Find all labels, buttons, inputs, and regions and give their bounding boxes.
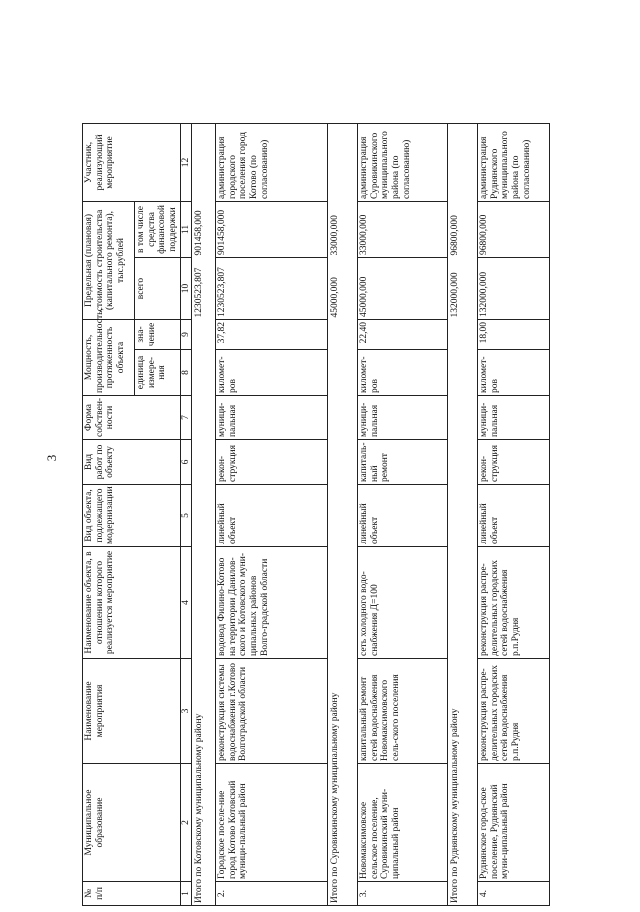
section-title: Итого по Котовскому муниципальному району: [192, 320, 216, 906]
row-participant: администрация Суровикинского муниципального района (по согласованию): [358, 123, 448, 201]
column-index: 10: [180, 258, 192, 320]
column-index: 2: [180, 764, 192, 882]
row-object-type: линейный объект: [478, 485, 550, 547]
row-object: сеть холодного водо-снабжения Д=100: [358, 547, 448, 659]
row-total: 1230523,807: [216, 258, 328, 320]
row-work-type: капиталь-ный ремонт: [358, 440, 448, 485]
row-work-type: рекон-струкция: [216, 440, 328, 485]
row-support: 96800,000: [478, 201, 550, 257]
section-title: Итого по Руднянскому муниципальному району: [448, 320, 478, 906]
header-capacity-unit: единица измере-ния: [135, 350, 181, 396]
row-unit: километ-ров: [216, 350, 328, 396]
row-object-type: линейный объект: [216, 485, 328, 547]
header-participant: Участник, реализующий мероприятие: [83, 123, 181, 201]
row-municipality: Новомаксимовское сельское поселение, Суровикинский муни-ципальный район: [358, 764, 448, 882]
header-ownership: Форма собствен-ности: [83, 396, 181, 440]
empty-cell: [448, 123, 478, 201]
section-support: 33000,000: [328, 201, 358, 257]
row-unit: километ-ров: [478, 350, 550, 396]
empty-cell: [192, 123, 216, 201]
header-cost-support: в том числе средства финансовой поддержки: [135, 201, 181, 257]
row-municipality: Руднянское город-ское поселение, Руднянский муни-ципальный район: [478, 764, 550, 882]
row-object-type: линейный объект: [358, 485, 448, 547]
row-value: 22,40: [358, 320, 448, 350]
row-number: 2.: [216, 882, 328, 906]
column-index: 3: [180, 659, 192, 764]
row-ownership: муници-пальная: [358, 396, 448, 440]
column-index: 6: [180, 440, 192, 485]
header-number: № п/п: [83, 882, 181, 906]
header-object-type: Вид объекта, подлежащего модернизации: [83, 485, 181, 547]
section-total-row: [448, 123, 478, 905]
row-value: 37,82: [216, 320, 328, 350]
section-total: 45000,000: [328, 258, 358, 320]
row-measure: реконструкция распре-делительных городских сетей водоснабжения р.п.Рудня: [478, 659, 550, 764]
page-number: 3: [44, 454, 59, 462]
empty-cell: [328, 123, 358, 201]
section-total-row: [192, 123, 216, 905]
table-row: [478, 123, 550, 905]
row-measure: реконструкция системы водоснабжения г.Котово Волгоградской области: [216, 659, 328, 764]
header-cost: Предельная (плановая) стоимость строительства (капитального ремонта), тыс.рублей: [83, 201, 135, 319]
column-index: 7: [180, 396, 192, 440]
header-capacity: Мощность, производительность, протяженность объекта: [83, 320, 135, 396]
section-support: 96800,000: [448, 201, 478, 257]
row-measure: капитальный ремонт сетей водоснабжения Новомаксимовского сель-ского поселения: [358, 659, 448, 764]
column-index: 11: [180, 201, 192, 257]
row-number: 3.: [358, 882, 448, 906]
row-municipality: Городское поселе-ние город Котово Котовский муници-пальный район: [216, 764, 328, 882]
column-index: 5: [180, 485, 192, 547]
row-support: 33000,000: [358, 201, 448, 257]
header-object: Наименование объекта, в отношении которого реализуется мероприятие: [83, 547, 181, 659]
header-capacity-value: зна-чение: [135, 320, 181, 350]
row-number: 4.: [478, 882, 550, 906]
column-index: 1: [180, 882, 192, 906]
table-row: [216, 123, 328, 905]
header-municipality: Муниципальное образование: [83, 764, 181, 882]
table-row: [358, 123, 448, 905]
row-unit: километ-ров: [358, 350, 448, 396]
measures-table: [82, 123, 550, 906]
column-index: 8: [180, 350, 192, 396]
column-index: 12: [180, 123, 192, 201]
column-index: 9: [180, 320, 192, 350]
row-work-type: рекон-струкция: [478, 440, 550, 485]
header-cost-total: всего: [135, 258, 181, 320]
section-total: 1230523,807: [192, 258, 216, 320]
row-participant: администрация Руднянского муниципального района (по согласованию): [478, 123, 550, 201]
section-support: 901458,000: [192, 201, 216, 257]
section-total: 132000,000: [448, 258, 478, 320]
section-title: Итого по Суровикинскому муниципальному району: [328, 320, 358, 906]
row-object: водовод Филино-Котово на территории Данилов-ского и Котовского муни-ципальных районов Волго-градской области: [216, 547, 328, 659]
section-total-row: [328, 123, 358, 905]
header-work-type: Вид работ по объекту: [83, 440, 181, 485]
row-participant: администрация городского поселения город Котово (по согласованию): [216, 123, 328, 201]
row-total: 45000,000: [358, 258, 448, 320]
column-index-row: [180, 123, 192, 905]
header-measure: Наименование мероприятия: [83, 659, 181, 764]
row-value: 18,00: [478, 320, 550, 350]
row-ownership: муници-пальная: [478, 396, 550, 440]
rotated-table-sheet: [82, 124, 562, 906]
row-support: 901458,000: [216, 201, 328, 257]
row-ownership: муници-пальная: [216, 396, 328, 440]
row-total: 132000,000: [478, 258, 550, 320]
column-index: 4: [180, 547, 192, 659]
row-object: реконструкция распре-делительных городских сетей водоснабжения р.п.Рудня: [478, 547, 550, 659]
